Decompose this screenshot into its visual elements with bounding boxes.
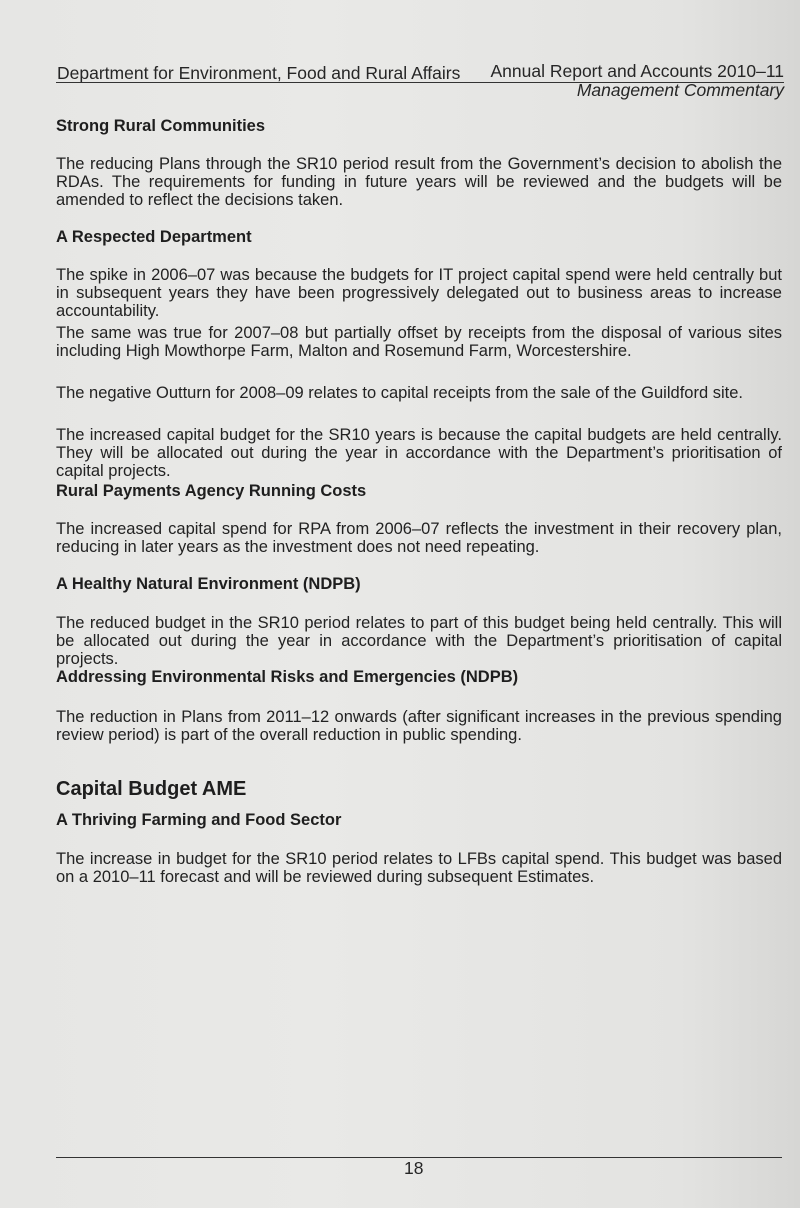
heading-thriving-farming: A Thriving Farming and Food Sector — [56, 811, 342, 829]
page-number: 18 — [404, 1158, 424, 1178]
paragraph: The increase in budget for the SR10 period relates to LFBs capital spend. This budget was based on a 2010–11 forecast and will be reviewed during subsequent Estimates. — [56, 850, 782, 886]
heading-capital-budget-ame: Capital Budget AME — [56, 778, 247, 800]
header-report-title: Annual Report and Accounts 2010–11 — [490, 61, 784, 81]
paragraph: The increased capital budget for the SR10 years is because the capital budgets are held centrally. They will be allocated out during the year in accordance with the Department’s prioritisation of capital projects. — [56, 426, 782, 480]
heading-strong-rural-communities: Strong Rural Communities — [56, 117, 266, 135]
paragraph: The increased capital spend for RPA from 2006–07 reflects the investment in their recovery plan, reducing in later years as the investment does not need repeating. — [56, 520, 782, 556]
paragraph: The reducing Plans through the SR10 period result from the Government’s decision to abolish the RDAs. The requirements for funding in future years will be reviewed and the budgets will be amended to reflect the decisions taken. — [56, 155, 782, 209]
header-section-title: Management Commentary — [576, 80, 784, 100]
header-department: Department for Environment, Food and Rural Affairs — [57, 63, 461, 83]
paragraph: The negative Outturn for 2008–09 relates to capital receipts from the sale of the Guildford site. — [56, 384, 743, 402]
heading-rpa-running-costs: Rural Payments Agency Running Costs — [56, 482, 367, 500]
paragraph: The spike in 2006–07 was because the budgets for IT project capital spend were held centrally but in subsequent years they have been progressively delegated out to business areas to increase accountability. — [56, 266, 782, 320]
paragraph: The reduction in Plans from 2011–12 onwards (after significant increases in the previous spending review period) is part of the overall reduction in public spending. — [56, 708, 782, 744]
heading-environmental-risks: Addressing Environmental Risks and Emergencies (NDPB) — [56, 668, 519, 686]
paragraph: The reduced budget in the SR10 period relates to part of this budget being held centrally. This will be allocated out during the year in accordance with the Department’s prioritisation of capital projects. — [56, 614, 782, 668]
heading-respected-department: A Respected Department — [56, 228, 252, 246]
paragraph: The same was true for 2007–08 but partially offset by receipts from the disposal of various sites including High Mowthorpe Farm, Malton and Rosemund Farm, Worcestershire. — [56, 324, 782, 360]
heading-healthy-natural-environment: A Healthy Natural Environment (NDPB) — [56, 575, 361, 593]
